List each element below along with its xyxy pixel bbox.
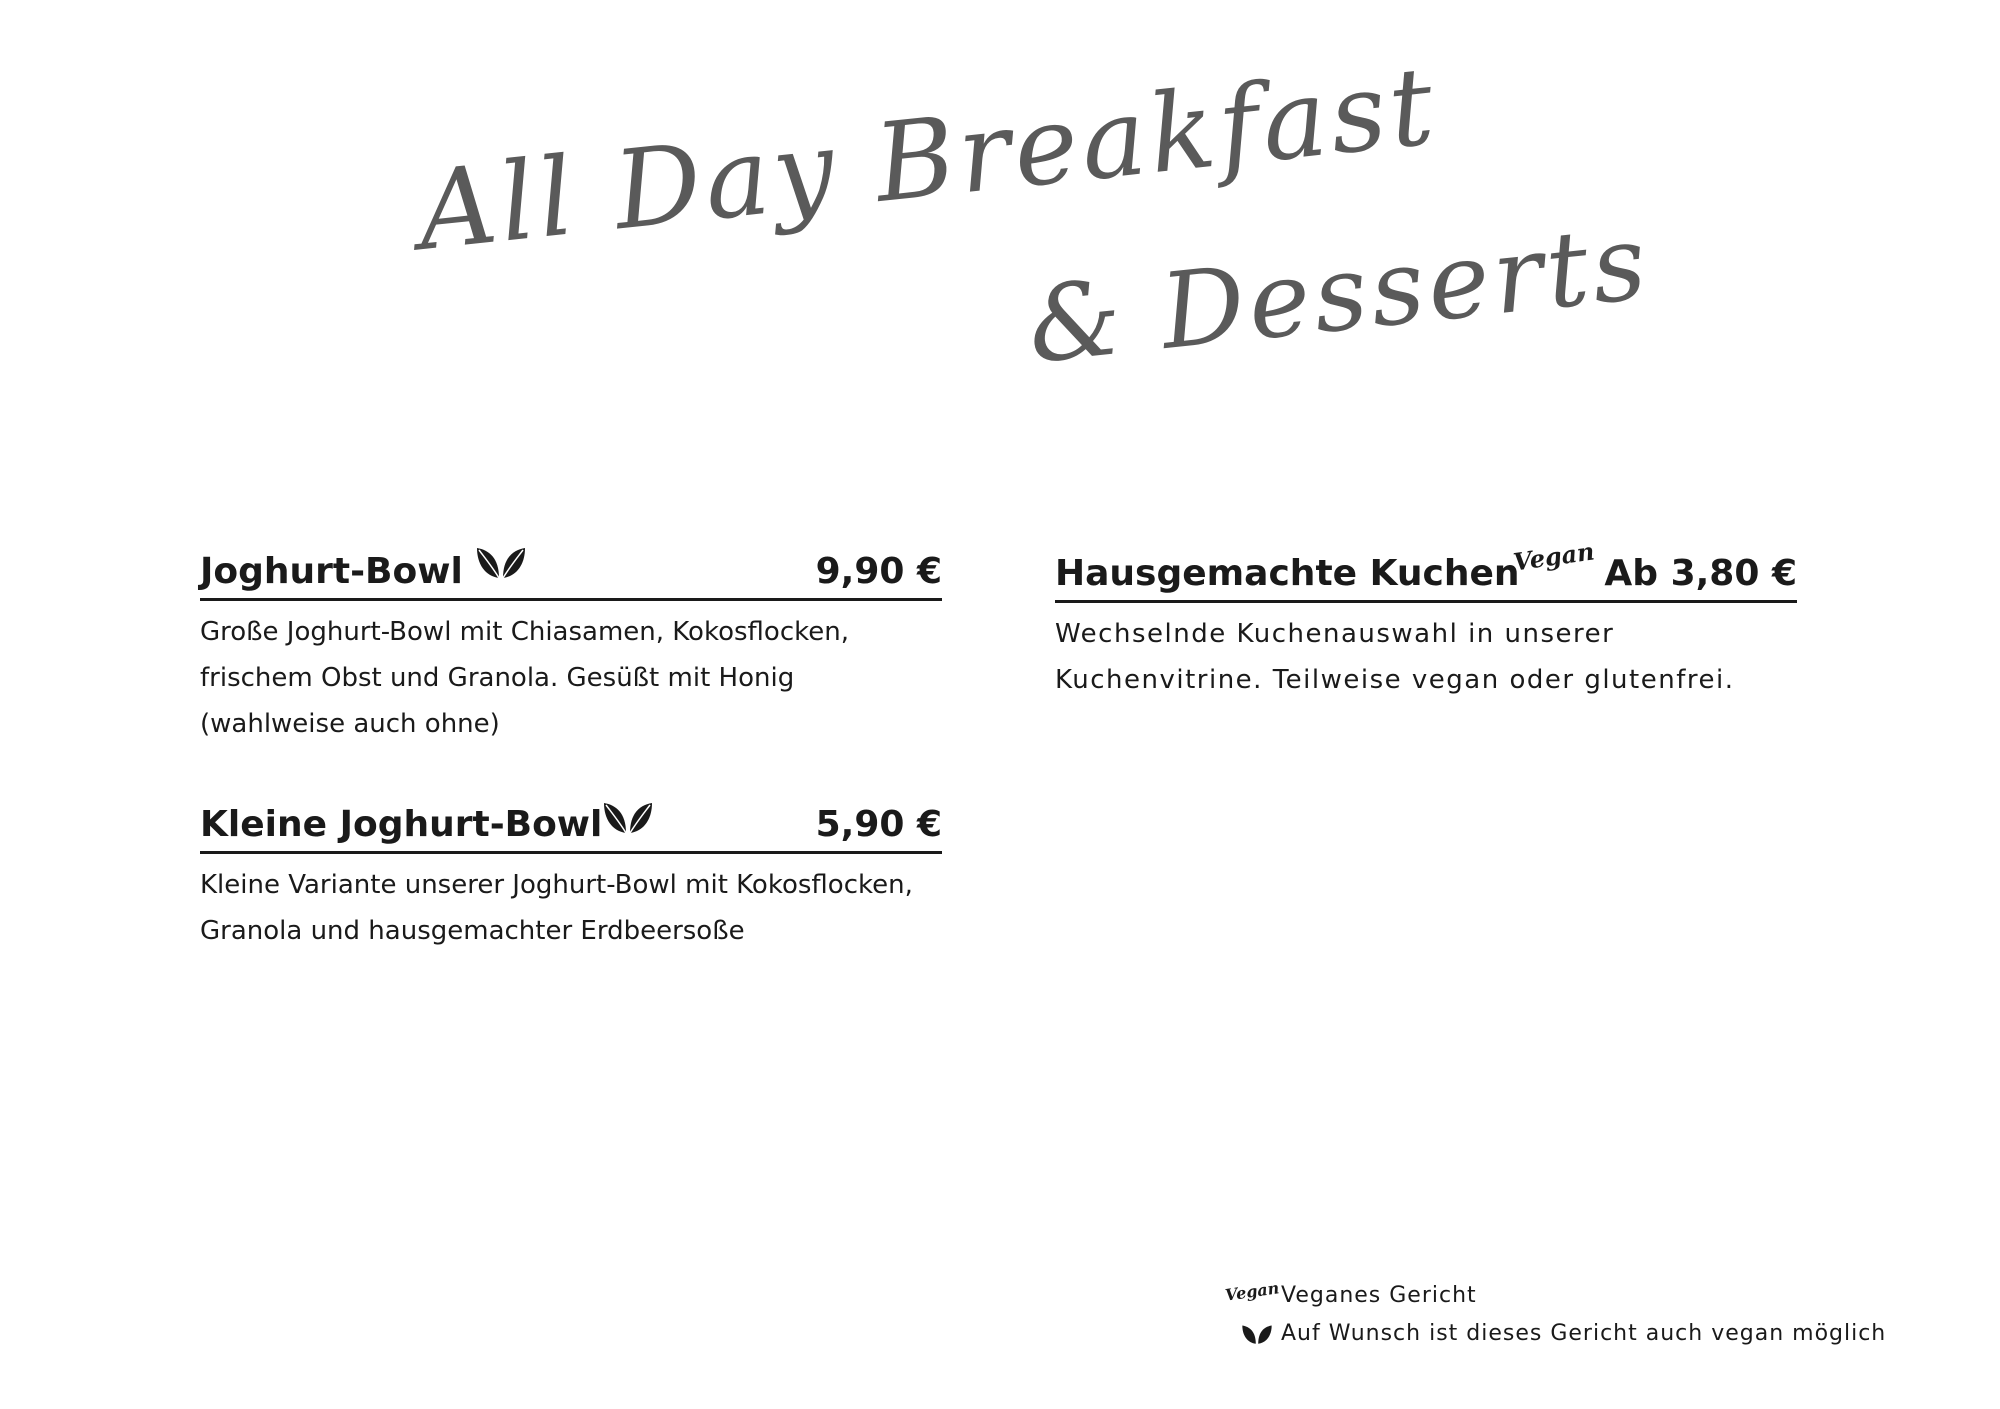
menu-item-description: Kleine Variante unserer Joghurt-Bowl mit Kokosflocken, Granola und hausgemachter Erdbeersoße <box>200 870 913 946</box>
vegan-icon: Vegan <box>1223 1278 1281 1305</box>
menu-item-name: Kleine Joghurt-Bowl <box>200 804 603 845</box>
menu-item-header <box>200 793 942 854</box>
menu-item-kleine-joghurt-bowl <box>200 793 942 954</box>
page-title-line-1: All Day Breakfast <box>411 43 1444 275</box>
leaf-icon <box>1241 1323 1273 1345</box>
menu-item-description: Große Joghurt-Bowl mit Chiasamen, Kokosflocken, frischem Obst und Granola. Gesüßt mit Honig (wahlweise auch ohne) <box>200 617 849 739</box>
leaf-icon <box>602 799 654 835</box>
menu-item-price: 5,90 € <box>815 804 942 845</box>
menu-item-description: Wechselnde Kuchenauswahl in unserer Kuchenvitrine. Teilweise vegan oder glutenfrei. <box>1055 619 1735 695</box>
menu-item-price: Ab 3,80 € <box>1604 553 1797 594</box>
menu-item-joghurt-bowl <box>200 540 942 747</box>
menu-item-name: Hausgemachte Kuchen <box>1055 553 1520 594</box>
menu-item-name: Joghurt-Bowl <box>200 551 463 592</box>
menu-item-header <box>1055 536 1797 603</box>
menu-item-hausgemachte-kuchen <box>1055 536 1797 703</box>
legend-text: Veganes Gericht <box>1281 1283 1477 1308</box>
page-title-line-2: & Desserts <box>1022 200 1656 387</box>
menu-item-price: 9,90 € <box>815 551 942 592</box>
leaf-icon <box>475 544 527 580</box>
vegan-icon: Vegan <box>1511 536 1597 577</box>
menu-item-header <box>200 540 942 601</box>
legend-text: Auf Wunsch ist dieses Gericht auch vegan möglich <box>1281 1321 1887 1346</box>
